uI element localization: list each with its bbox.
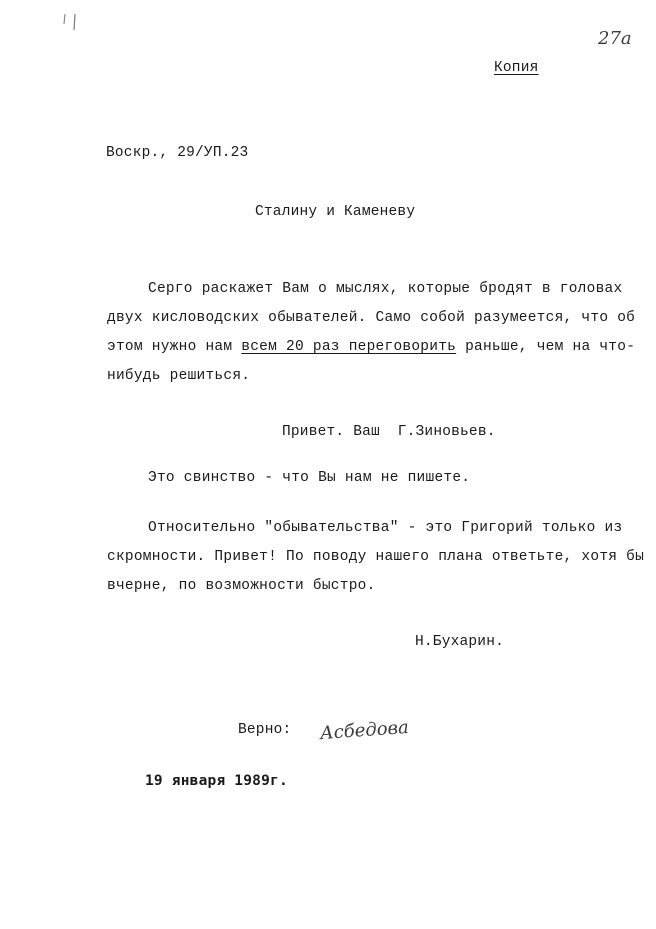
addressee: Сталину и Каменеву — [255, 204, 416, 220]
verified-label: Верно: — [238, 722, 292, 738]
handwritten-page-number: 27а — [598, 28, 632, 49]
paragraph2-line2: скромности. Привет! По поводу нашего плана ответьте, хотя бы — [107, 549, 645, 565]
paragraph1-line3 — [107, 339, 635, 355]
paragraph1-line2: двух кисловодских обывателей. Само собой разумеется, что об — [107, 310, 636, 326]
paragraph1-line4: нибудь решиться. — [107, 368, 251, 384]
paragraph2-line1: Относительно "обывательства" - это Григорий только из — [148, 520, 623, 536]
line-complaint: Это свинство - что Вы нам не пишете. — [148, 470, 471, 486]
date-line: Воскр., 29/УП.23 — [106, 145, 249, 161]
signature-zinoviev: Привет. Ваш Г.Зиновьев. — [282, 424, 496, 440]
certification-date: 19 января 1989г. — [145, 773, 288, 789]
paragraph1-line1: Серго раскажет Вам о мыслях, которые бродят в головах — [148, 281, 623, 297]
pencil-marks-decoration — [0, 0, 656, 60]
paragraph1-line3-start: этом нужно нам — [107, 339, 242, 355]
signature-bukharin: Н.Бухарин. — [415, 634, 505, 650]
copy-mark: Копия — [494, 60, 539, 76]
paragraph1-line3-end: раньше, чем на что- — [456, 339, 636, 355]
paragraph2-line3: вчерне, по возможности быстро. — [107, 578, 376, 594]
verified-handwritten-signature: Асбедова — [319, 716, 410, 745]
underlined-phrase: всем 20 раз переговорить — [241, 339, 457, 355]
